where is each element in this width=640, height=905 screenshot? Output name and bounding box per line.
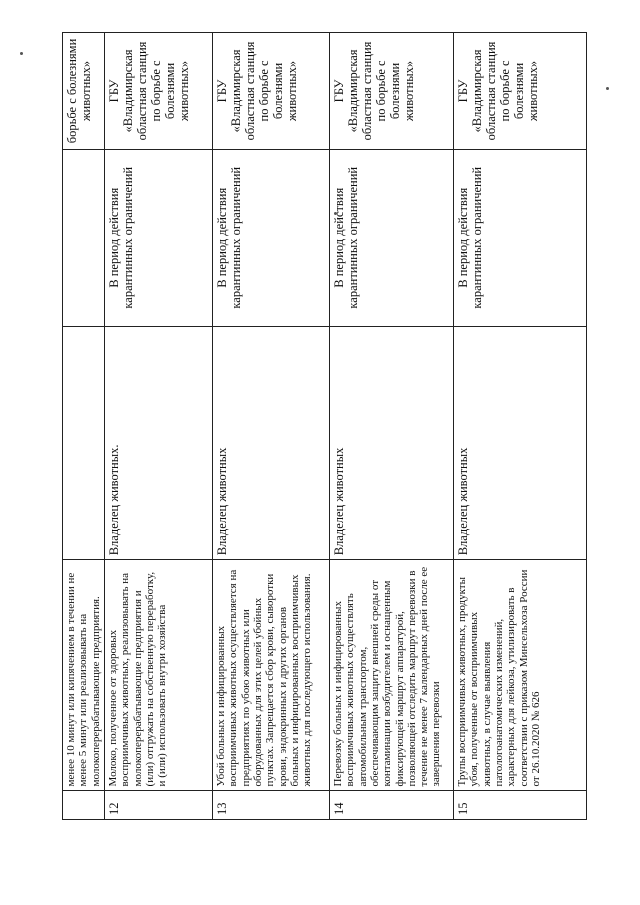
executor: ГБУ «Владимирская областная станция по борьбе с болезнями животных» bbox=[453, 33, 586, 150]
measures-table bbox=[62, 32, 587, 820]
executor: ГБУ «Владимирская областная станция по борьбе с болезнями животных» bbox=[329, 33, 453, 150]
responsible-party: Владелец животных bbox=[212, 326, 329, 560]
term: В период действия карантинных ограничений bbox=[104, 149, 212, 326]
measure-description: Перевозку больных и инфицированных восприимчивых животных осуществлять автомобильным транспортом, обеспечивающим защиту внешней среды от контаминации возбудителем и оснащенным фиксирующей маршрут аппаратурой, позволяющей отследить маршрут перевозки в течение не менее 7 календарных дней после ее завершения перевозки bbox=[329, 560, 453, 791]
responsible-party: Владелец животных bbox=[453, 326, 586, 560]
row-number: 12 bbox=[104, 791, 212, 820]
table-row bbox=[329, 33, 453, 820]
executor: борьбе с болезнями животных» bbox=[63, 33, 105, 150]
executor: ГБУ «Владимирская областная станция по борьбе с болезнями животных» bbox=[212, 33, 329, 150]
responsible-party: Владелец животных bbox=[329, 326, 453, 560]
table-row bbox=[212, 33, 329, 820]
measure-description: менее 10 минут или кипячением в течении не менее 5 минут или реализовывать на молокоперерабатывающие предприятия. bbox=[63, 560, 105, 791]
row-number bbox=[63, 791, 105, 820]
scan-speck bbox=[20, 52, 23, 55]
term: В период действия карантинных ограничений bbox=[453, 149, 586, 326]
executor: ГБУ «Владимирская областная станция по борьбе с болезнями животных» bbox=[104, 33, 212, 150]
row-number: 13 bbox=[212, 791, 329, 820]
measure-description: Убой больных и инфицированных восприимчивых животных осуществляется на предприятиях по убою животных или оборудованных для этих целей убойных пунктах. Запрещается сбор крови, сыворотки крови, эндокринных и других органов больных и инфицированных восприимчивых животных для последующего использования. bbox=[212, 560, 329, 791]
responsible-party bbox=[63, 326, 105, 560]
scan-speck bbox=[606, 87, 609, 90]
responsible-party: Владелец животных. bbox=[104, 326, 212, 560]
table-row bbox=[63, 33, 105, 820]
row-number: 14 bbox=[329, 791, 453, 820]
term bbox=[63, 149, 105, 326]
term: В период действия карантинных ограничений bbox=[212, 149, 329, 326]
table-row bbox=[453, 33, 586, 820]
table-row bbox=[104, 33, 212, 820]
measure-description: Молоко, полученное от здоровых восприимчивых животных, реализовывать на молокоперерабатывающие предприятия и (или) отгружать на собственную переработку, и (или) использовать внутри хозяйства bbox=[104, 560, 212, 791]
term: В период действия карантинных ограничений bbox=[329, 149, 453, 326]
row-number: 15 bbox=[453, 791, 586, 820]
measure-description: Трупы восприимчивых животных, продукты убоя, полученные от восприимчивых животных, в случае выявления патологоанатомических изменений, характерных для лейкоза, утилизировать в соответствии с приказом Минсельхоза России от 26.10.2020 № 626 bbox=[453, 560, 586, 791]
